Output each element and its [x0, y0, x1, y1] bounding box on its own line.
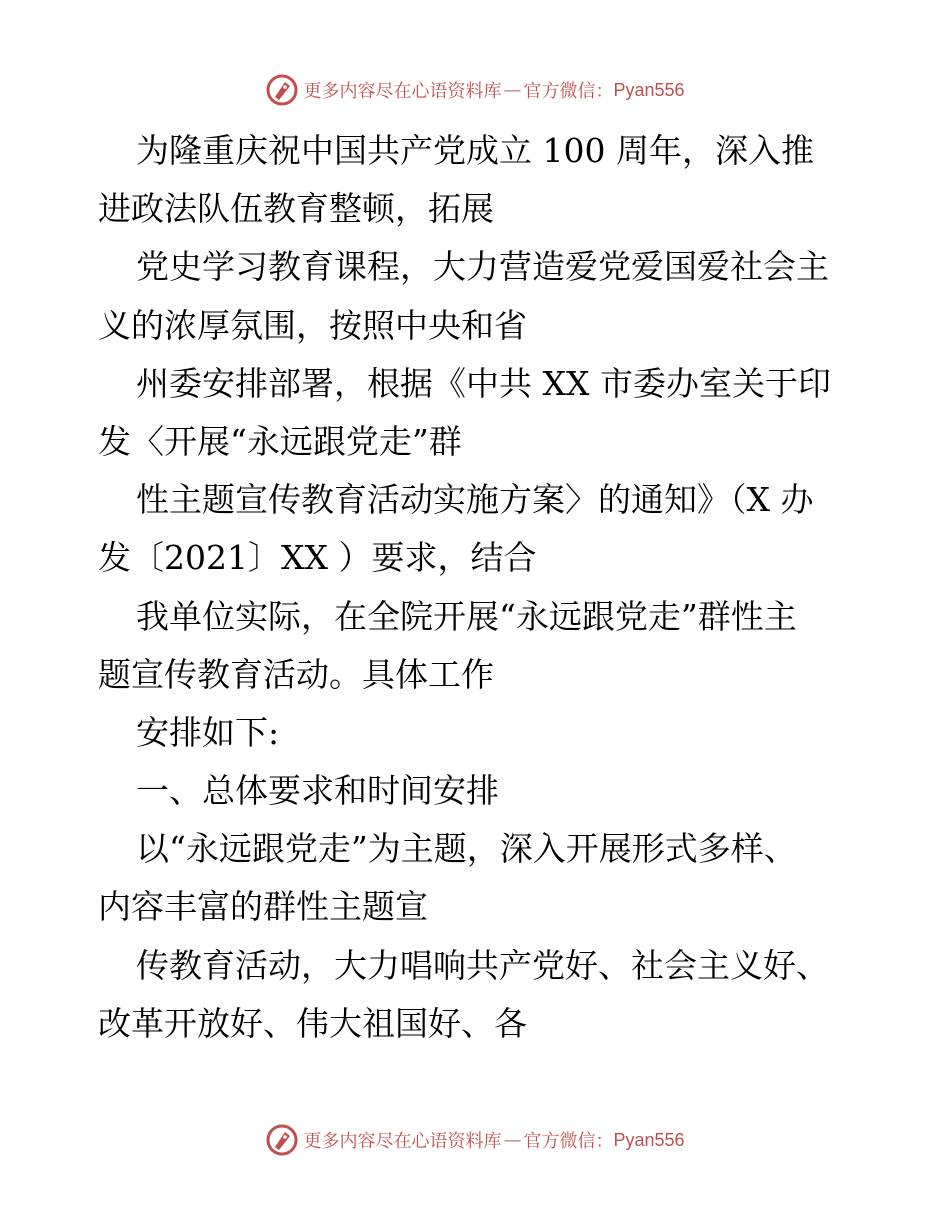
document-body [98, 122, 858, 1053]
pen-nib-circle-icon [265, 1123, 299, 1157]
paragraph-line: 性主题宣传教育活动实施方案〉的通知》（X 办 [136, 480, 814, 520]
header-watermark [0, 70, 950, 110]
paragraph-line: 我单位实际，在全院开展“永远跟党走”群性主 [136, 596, 797, 636]
watermark-contact-id: Pyan556 [613, 79, 685, 100]
paragraph-line: 传教育活动，大力唱响共产党好、社会主义好、 [136, 945, 829, 985]
watermark-main-text: 更多内容尽在心语资料库 [303, 1131, 502, 1152]
pen-nib-circle-icon [265, 73, 299, 107]
watermark-contact-label: 官方微信： [523, 81, 614, 102]
footer-watermark [0, 1120, 950, 1160]
paragraph-line: 改革开放好、伟大祖国好、各 [98, 1003, 527, 1043]
paragraph-line: 以“永远跟党走”为主题，深入开展形式多样、 [136, 829, 797, 869]
paragraph-line: 进政法队伍教育整顿，拓展 [98, 189, 494, 229]
paragraph-line: 党史学习教育课程，大力营造爱党爱国爱社会主 [136, 247, 829, 287]
paragraph-line: 发〈开展“永远跟党走”群 [98, 421, 462, 461]
section-heading: 一、总体要求和时间安排 [136, 771, 499, 811]
paragraph-line: 题宣传教育活动。具体工作 [98, 654, 494, 694]
paragraph-line: 为隆重庆祝中国共产党成立 100 周年，深入推 [136, 131, 814, 170]
watermark-separator: — [503, 1129, 522, 1151]
paragraph-line: 义的浓厚氛围，按照中央和省 [98, 305, 527, 345]
paragraph-line: 内容丰富的群性主题宣 [98, 887, 428, 927]
paragraph-line: 安排如下: [136, 712, 280, 752]
watermark-contact-id: Pyan556 [613, 1129, 685, 1150]
paragraph-line: 州委安排部署，根据《中共 XX 市委办室关于印 [136, 363, 831, 403]
watermark-contact-label: 官方微信： [523, 1131, 614, 1152]
watermark-separator: — [503, 79, 522, 101]
paragraph-line: 发〔2021〕XX ）要求，结合 [98, 538, 537, 578]
watermark-main-text: 更多内容尽在心语资料库 [303, 81, 502, 102]
